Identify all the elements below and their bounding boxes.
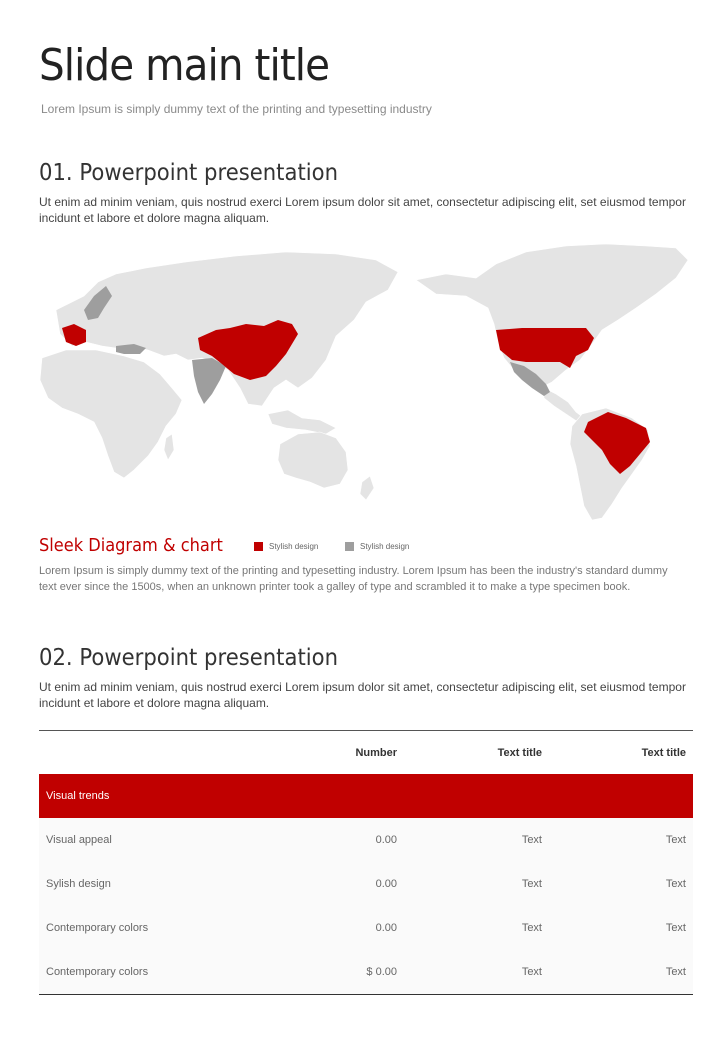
section-1-title: 01. Powerpoint presentation <box>39 160 338 186</box>
table-header-row <box>39 731 693 775</box>
table-cell-label: Sylish design <box>39 862 239 906</box>
data-table <box>39 730 693 995</box>
map-land-north-america <box>416 244 688 388</box>
table-cell-number: 0.00 <box>239 862 404 906</box>
diagram-title: Sleek Diagram & chart <box>39 535 223 556</box>
table-header-text-title-2: Text title <box>641 746 686 759</box>
table-cell-text: Text <box>549 906 693 950</box>
table-cell-number: 0.00 <box>239 818 404 862</box>
map-land-central-america <box>544 388 584 422</box>
legend-swatch-primary <box>254 542 263 551</box>
map-secondary-india <box>192 358 226 404</box>
world-map <box>36 238 692 524</box>
table-highlight-row <box>39 774 693 818</box>
table-row <box>39 862 693 906</box>
table-cell-text: Text <box>549 818 693 862</box>
table-cell-label: Visual appeal <box>39 818 239 862</box>
map-land-madagascar <box>164 434 174 460</box>
table-header-text-title: Text title <box>497 746 542 759</box>
table-cell-text: Text <box>404 862 549 906</box>
legend-swatch-secondary <box>345 542 354 551</box>
table-cell-text: Text <box>404 950 549 995</box>
table-header-number: Number <box>355 746 397 759</box>
map-land-newzealand <box>360 476 374 500</box>
table-cell-number: 0.00 <box>239 906 404 950</box>
table-cell-label: Contemporary colors <box>39 906 239 950</box>
table-row <box>39 950 693 995</box>
page-subtitle: Lorem Ipsum is simply dummy text of the printing and typesetting industry <box>41 102 432 116</box>
table-cell-text: Text <box>404 906 549 950</box>
section-1-text: Ut enim ad minim veniam, quis nostrud exerci Lorem ipsum dolor sit amet, consectetur adipiscing elit, set eiusmod tempor incidunt et labore et dolore magna aliquam. <box>39 195 686 225</box>
legend-item-primary <box>254 542 318 552</box>
legend-label-primary: Stylish design <box>269 542 319 551</box>
section-2-title: 02. Powerpoint presentation <box>39 645 338 671</box>
table-cell-number: $ 0.00 <box>239 950 404 995</box>
table-cell-text: Text <box>549 862 693 906</box>
table-cell-text: Text <box>549 950 693 995</box>
map-land-africa <box>40 350 182 478</box>
map-land-indonesia <box>268 410 336 434</box>
map-land-australia <box>278 432 348 488</box>
table-row <box>39 906 693 950</box>
legend-label-secondary: Stylish design <box>360 542 410 551</box>
table-row <box>39 818 693 862</box>
page-title: Slide main title <box>39 40 330 91</box>
legend-item-secondary <box>345 542 409 552</box>
diagram-text: Lorem Ipsum is simply dummy text of the printing and typesetting industry. Lorem Ipsum has been the industry's standard dummy text ever since the 1500s, when an unknown printer took a galley of type and scrambled it to make a type specimen book. <box>39 565 668 593</box>
table-highlight-label: Visual trends <box>39 774 693 818</box>
table-cell-label: Contemporary colors <box>39 950 239 995</box>
section-2-text: Ut enim ad minim veniam, quis nostrud exerci Lorem ipsum dolor sit amet, consectetur adipiscing elit, set eiusmod tempor incidunt et labore et dolore magna aliquam. <box>39 680 686 710</box>
table-cell-text: Text <box>404 818 549 862</box>
table-header-empty <box>39 731 239 775</box>
